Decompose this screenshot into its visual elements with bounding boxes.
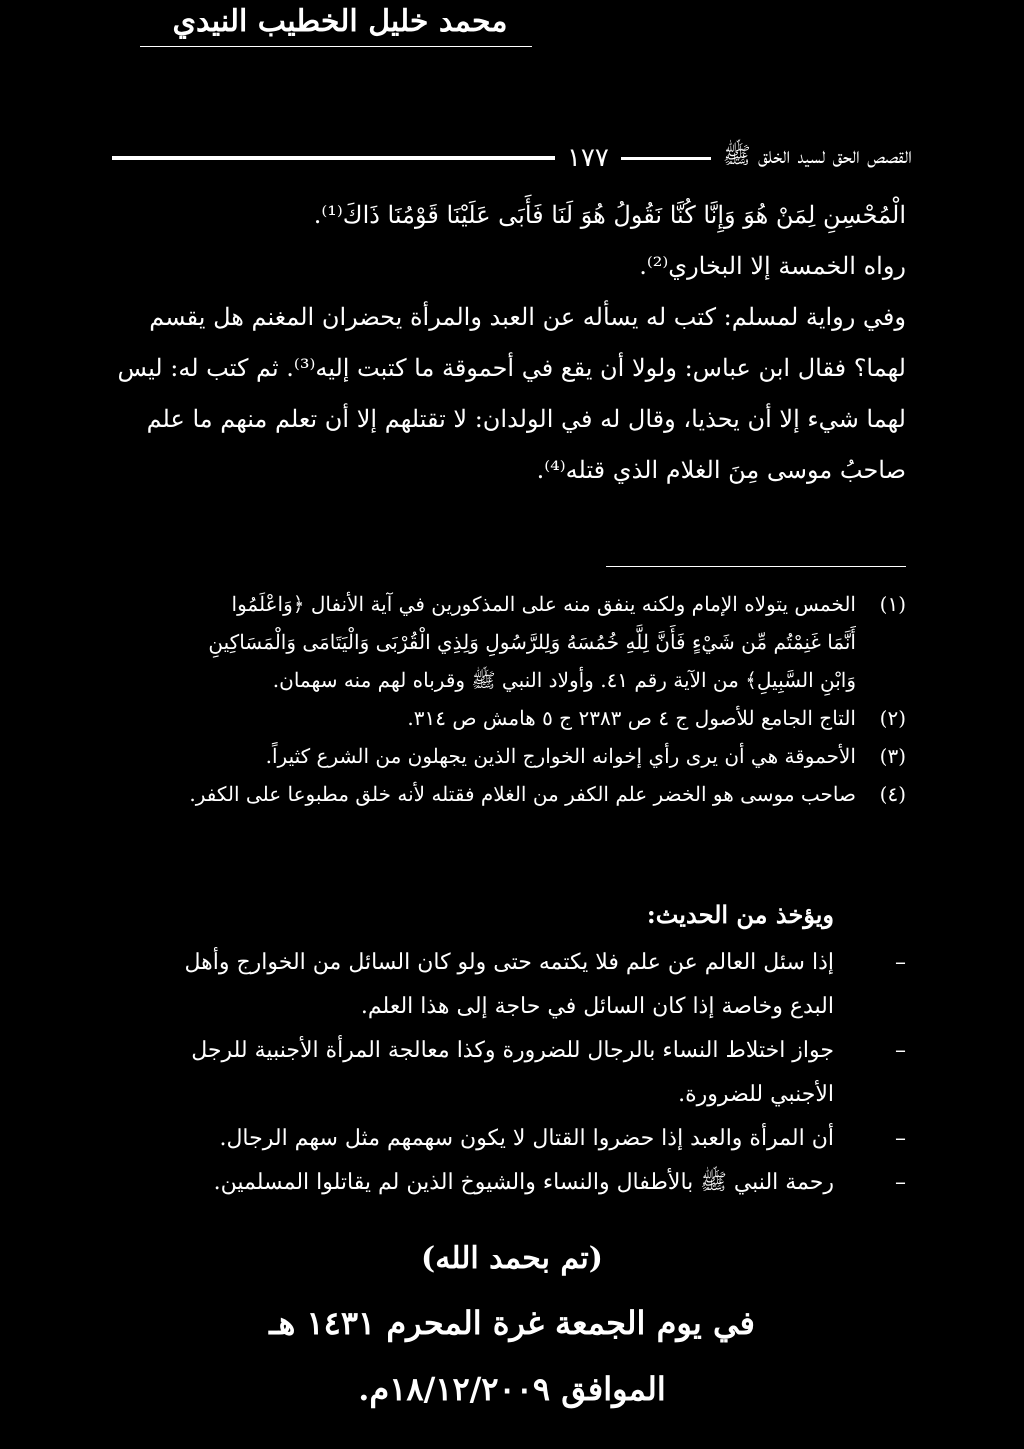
footnote-text	[116, 775, 856, 813]
footnotes	[116, 585, 906, 813]
footnote	[116, 775, 906, 813]
text-line: وفي رواية لمسلم: كتب له يسأله عن العبد والمرأة يحضران المغنم هل يقسم	[149, 303, 906, 331]
lessons-section	[114, 893, 906, 1205]
footnote	[116, 737, 906, 775]
list-item	[114, 1161, 906, 1205]
page-number: ١٧٧	[566, 143, 609, 173]
header-rule-long	[112, 156, 555, 160]
list-item-line: البدع وخاصة إذا كان السائل في حاجة إلى هذا العلم.	[360, 994, 834, 1019]
footnote-number: (٤)	[879, 782, 906, 806]
footnote	[116, 585, 906, 699]
text-line: رواه الخمسة إلا البخاري⁽²⁾.	[639, 252, 906, 280]
closing-block	[112, 1228, 912, 1422]
footnote-separator	[606, 566, 906, 567]
footnote-number: (١)	[879, 592, 906, 616]
list-item-line: أن المرأة والعبد إذا حضروا القتال لا يكون سهمهم مثل سهم الرجال.	[219, 1126, 834, 1151]
running-header	[112, 138, 912, 178]
list-item-line: إذا سئل العالم عن علم فلا يكتمه حتى ولو كان السائل من الخوارج وأهل	[184, 950, 834, 975]
completion-date-hijri: في يوم الجمعة غرة المحرم ١٤٣١ هـ	[269, 1304, 755, 1342]
list-item	[114, 1029, 906, 1117]
footnote-line: صاحب موسى هو الخضر علم الكفر من الغلام فقتله لأنه خلق مطبوعا على الكفر.	[189, 782, 856, 806]
footnote-text	[116, 585, 856, 699]
text-line: الْمُحْسِنِ لِمَنْ هُوَ وَإِنَّا كُنَّا نَقُولُ هُوَ لَنَا فَأَبَى عَلَيْنَا قَوْمُنَا ذَاكَ⁽¹⁾.	[313, 201, 906, 229]
text-line: صاحبُ موسى مِنَ الغلام الذي قتله⁽⁴⁾.	[536, 456, 906, 484]
closing-phrase: (تم بحمد الله)	[421, 1241, 603, 1276]
footnote-line: الأحموقة هي أن يرى رأي إخوانه الخوارج الذين يجهلون من الشرع كثيراً.	[265, 744, 856, 768]
bullet-dash: –	[895, 950, 906, 975]
footnote	[116, 699, 906, 737]
bullet-dash: –	[895, 1126, 906, 1151]
footnote-text	[116, 699, 856, 737]
main-text	[116, 190, 906, 496]
author-underline	[140, 46, 532, 47]
list-item-line: جواز اختلاط النساء بالرجال للضرورة وكذا معالجة المرأة الأجنبية للرجل	[191, 1038, 834, 1063]
footnote-line: وَابْنِ السَّبِيلِ﴾ من الآية رقم ٤١. وأولاد النبي ﷺ وقرباه لهم منه سهمان.	[272, 668, 856, 692]
list-item	[114, 1117, 906, 1161]
footnote-line: أَنَّمَا غَنِمْتُم مِّن شَيْءٍ فَأَنَّ لِلَّهِ خُمُسَهُ وَلِلرَّسُولِ وَلِذِي الْقُرْبَى وَالْيَتَامَى وَالْمَسَاكِينِ	[208, 630, 856, 654]
author-name: محمد خليل الخطيب النيدي	[172, 4, 508, 39]
completion-date-gregorian: الموافق ١٨/١٢/٢٠٠٩م.	[358, 1370, 666, 1408]
footnote-number: (٣)	[879, 744, 906, 768]
bullet-dash: –	[895, 1038, 906, 1063]
bullet-dash: –	[895, 1170, 906, 1195]
footnote-line: الخمس يتولاه الإمام ولكنه ينفق منه على المذكورين في آية الأنفال ﴿وَاعْلَمُوا	[231, 592, 856, 616]
section-title: ويؤخذ من الحديث:	[646, 900, 834, 929]
running-title: القصص الحق لسيد الخلق ﷺ	[722, 143, 912, 169]
footnote-text	[116, 737, 856, 775]
text-line: لهما شيء إلا أن يحذيا، وقال له في الولدان: لا تقتلهم إلا أن تعلم منهم ما علم	[146, 405, 906, 433]
list-item	[114, 941, 906, 1029]
header-rule-short	[621, 157, 711, 160]
list-item-line: الأجنبي للضرورة.	[678, 1082, 834, 1107]
list-item-line: رحمة النبي ﷺ بالأطفال والنساء والشيوخ الذين لم يقاتلوا المسلمين.	[213, 1170, 834, 1195]
footnote-line: التاج الجامع للأصول ج ٤ ص ٢٣٨٣ ج ٥ هامش ص ٣١٤.	[407, 706, 856, 730]
text-line: لهما؟ فقال ابن عباس: ولولا أن يقع في أحموقة ما كتبت إليه⁽³⁾. ثم كتب له: ليس	[117, 354, 906, 382]
footnote-number: (٢)	[879, 706, 906, 730]
